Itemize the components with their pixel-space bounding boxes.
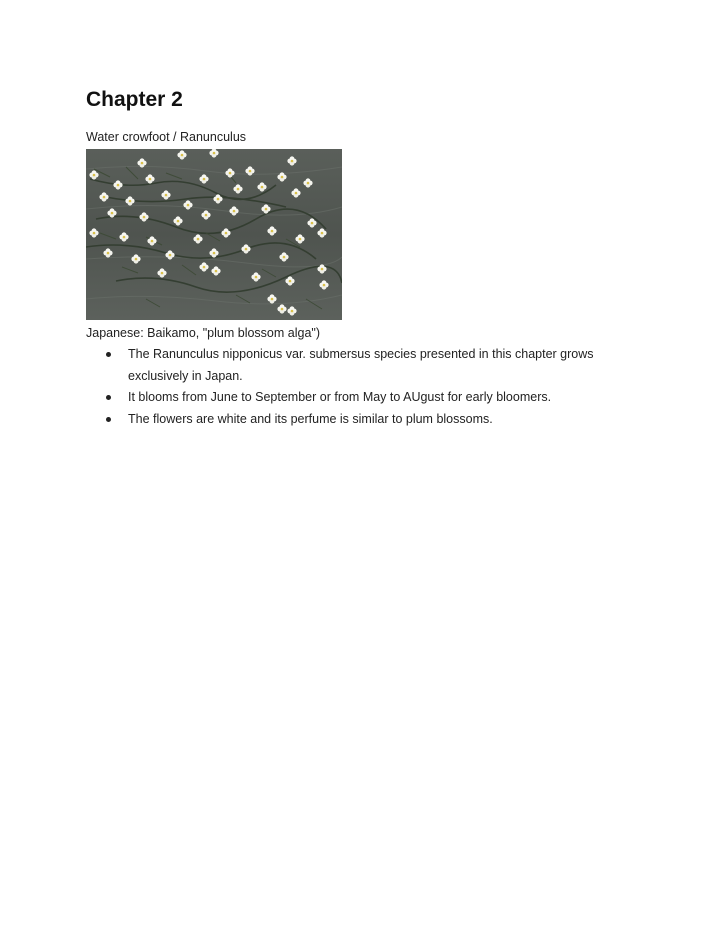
bullet-icon xyxy=(106,417,111,422)
list-item xyxy=(86,409,646,431)
bullet-icon xyxy=(106,395,111,400)
bullet-list xyxy=(86,344,646,430)
list-item xyxy=(86,387,646,409)
list-item-text: The flowers are white and its perfume is similar to plum blossoms. xyxy=(128,411,493,426)
list-item-text: It blooms from June to September or from May to AUgust for early bloomers. xyxy=(128,390,552,404)
water-crowfoot-photo xyxy=(86,149,342,320)
list-item xyxy=(86,344,646,387)
japanese-name-caption: Japanese: Baikamo, "plum blossom alga") xyxy=(86,326,320,340)
plant-name-subtitle: Water crowfoot / Ranunculus xyxy=(86,130,247,144)
list-item-text: The Ranunculus nipponicus var. submersus species presented in this chapter grows exclusively in Japan. xyxy=(128,347,594,383)
chapter-title: Chapter 2 xyxy=(86,88,183,111)
bullet-icon xyxy=(106,352,111,357)
